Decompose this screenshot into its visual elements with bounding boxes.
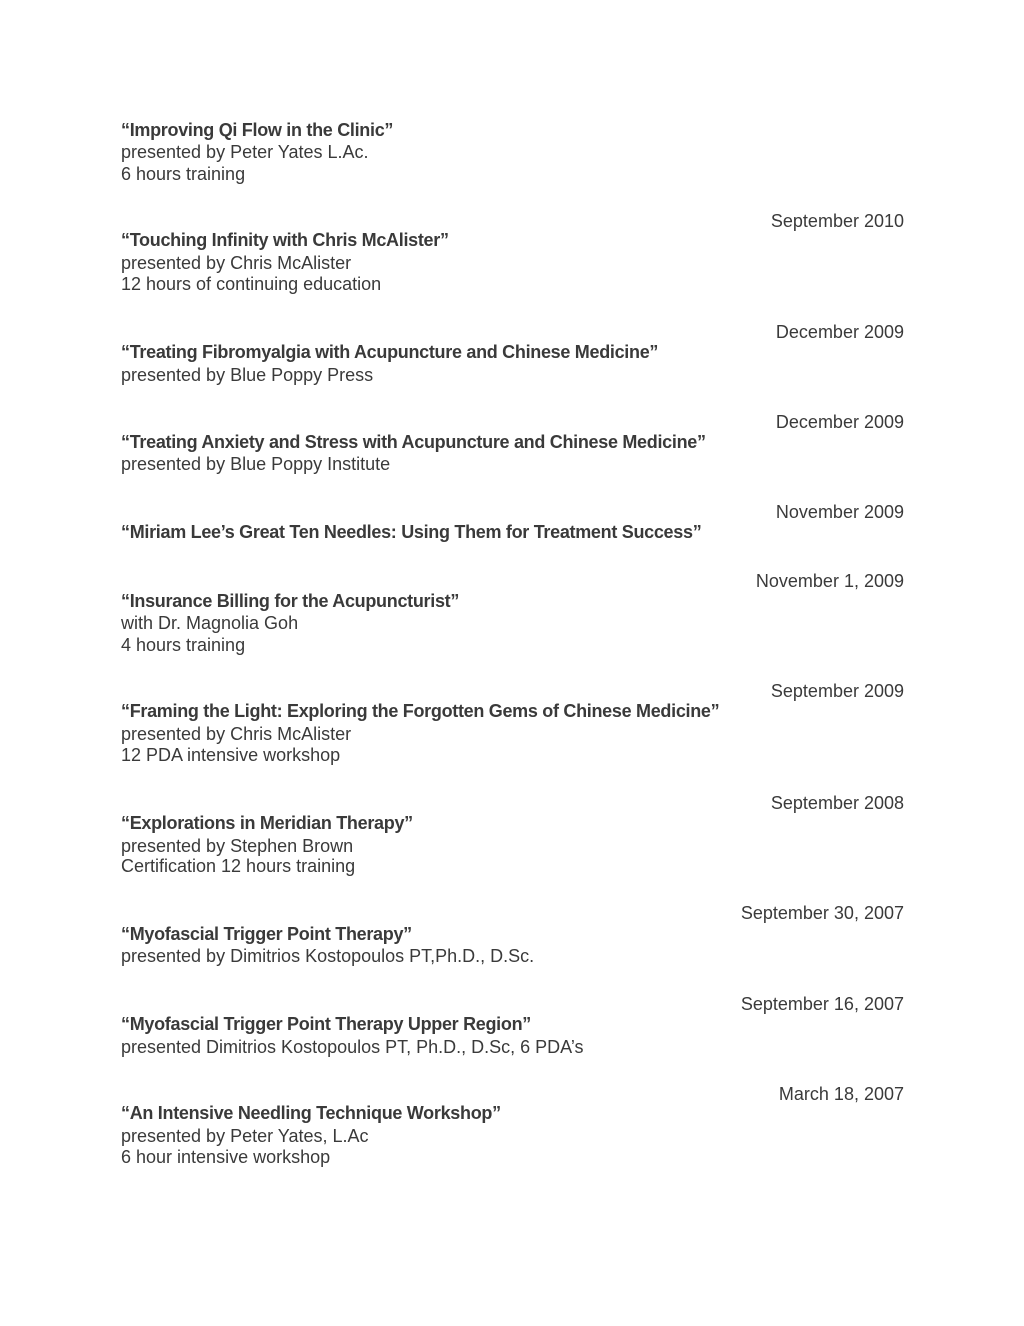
course-detail: 6 hour intensive workshop bbox=[121, 1147, 331, 1167]
course-date: December 2009 bbox=[775, 412, 904, 432]
course-detail: presented by Blue Poppy Press bbox=[121, 365, 374, 385]
course-detail: 6 hours training bbox=[121, 164, 246, 184]
course-date: December 2009 bbox=[775, 322, 904, 342]
course-date: September 2008 bbox=[770, 793, 904, 813]
course-date: November 1, 2009 bbox=[755, 571, 904, 591]
course-title: “Framing the Light: Exploring the Forgotten Gems of Chinese Medicine” bbox=[121, 701, 720, 721]
course-detail: presented by Chris McAlister bbox=[121, 724, 352, 744]
course-detail: presented by Peter Yates L.Ac. bbox=[121, 142, 369, 162]
course-detail: presented by Chris McAlister bbox=[121, 253, 352, 273]
course-detail: presented by Stephen Brown bbox=[121, 836, 354, 856]
course-detail: presented Dimitrios Kostopoulos PT, Ph.D., D.Sc, 6 PDA’s bbox=[121, 1037, 584, 1057]
course-date: September 2009 bbox=[770, 681, 904, 701]
course-title: “Myofascial Trigger Point Therapy” bbox=[121, 924, 412, 944]
course-title: “Touching Infinity with Chris McAlister” bbox=[121, 230, 449, 250]
course-title: “Myofascial Trigger Point Therapy Upper Region” bbox=[121, 1014, 531, 1034]
course-detail: presented by Peter Yates, L.Ac bbox=[121, 1126, 369, 1146]
course-detail: presented by Blue Poppy Institute bbox=[121, 454, 391, 474]
course-detail: 4 hours training bbox=[121, 635, 246, 655]
course-date: September 30, 2007 bbox=[740, 903, 904, 923]
course-detail: presented by Dimitrios Kostopoulos PT,Ph.D., D.Sc. bbox=[121, 946, 535, 966]
course-date: November 2009 bbox=[775, 502, 904, 522]
course-title: “Insurance Billing for the Acupuncturist” bbox=[121, 591, 460, 611]
course-title: “Explorations in Meridian Therapy” bbox=[121, 813, 413, 833]
course-date: March 18, 2007 bbox=[778, 1084, 904, 1104]
course-title: “Improving Qi Flow in the Clinic” bbox=[121, 120, 394, 140]
course-detail: 12 PDA intensive workshop bbox=[121, 745, 341, 765]
course-detail: 12 hours of continuing education bbox=[121, 274, 382, 294]
course-title: “Treating Anxiety and Stress with Acupuncture and Chinese Medicine” bbox=[121, 432, 706, 452]
course-detail: with Dr. Magnolia Goh bbox=[121, 613, 299, 633]
course-detail: Certification 12 hours training bbox=[121, 856, 356, 876]
course-date: September 2010 bbox=[770, 211, 904, 231]
course-title: “Treating Fibromyalgia with Acupuncture and Chinese Medicine” bbox=[121, 342, 659, 362]
course-date: September 16, 2007 bbox=[740, 994, 904, 1014]
course-title: “An Intensive Needling Technique Workshop” bbox=[121, 1103, 501, 1123]
course-title: “Miriam Lee’s Great Ten Needles: Using Them for Treatment Success” bbox=[121, 522, 702, 542]
